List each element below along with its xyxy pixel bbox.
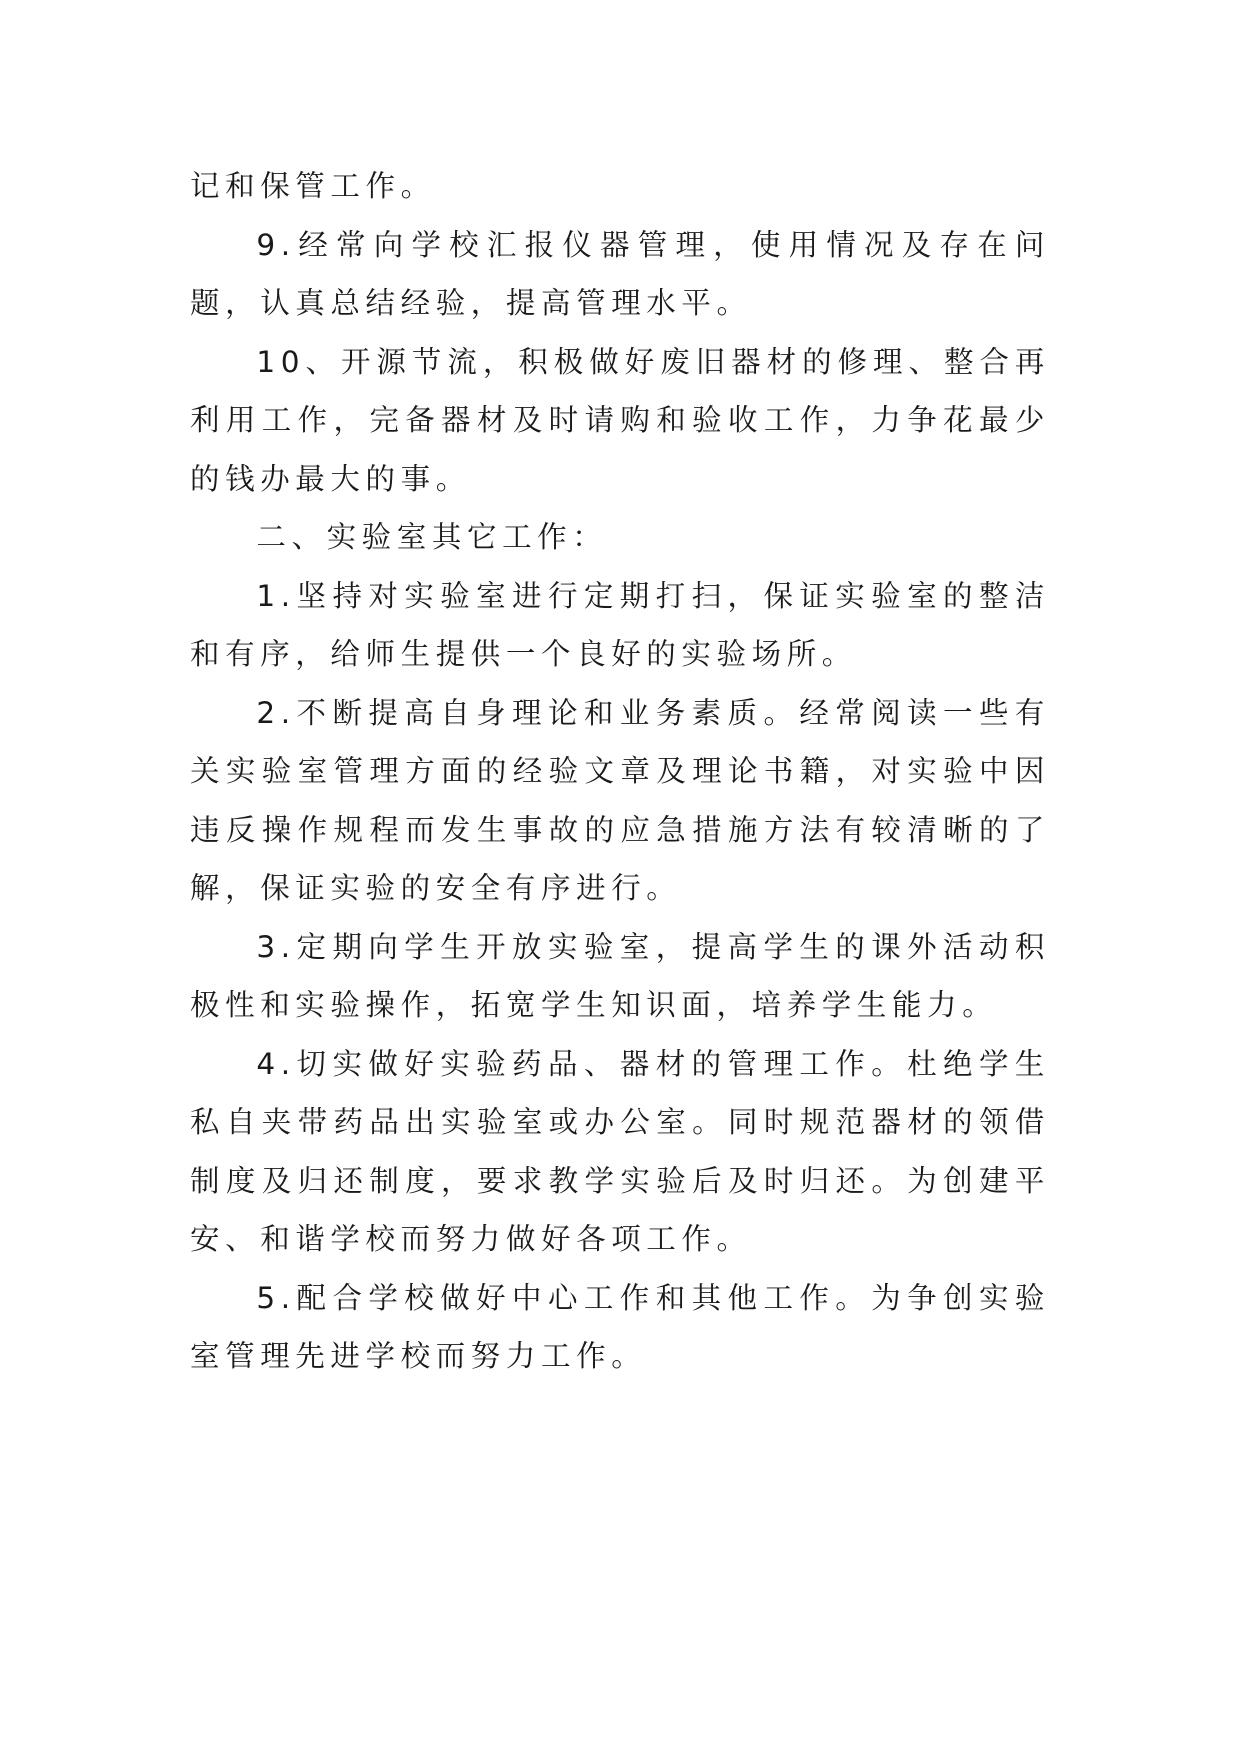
paragraph-item-1: 1.坚持对实验室进行定期打扫，保证实验室的整洁和有序，给师生提供一个良好的实验场所。 (190, 578, 1050, 671)
paragraph-item-10: 10、开源节流，积极做好废旧器材的修理、整合再利用工作，完备器材及时请购和验收工作，力争花最少的钱办最大的事。 (190, 344, 1050, 496)
paragraph-item-3: 3.定期向学生开放实验室，提高学生的课外活动积极性和实验操作，拓宽学生知识面，培养学生能力。 (190, 929, 1050, 1022)
paragraph-continuation: 记和保管工作。 (190, 169, 436, 203)
document-body (190, 157, 1050, 1386)
paragraph-item-4: 4.切实做好实验药品、器材的管理工作。杜绝学生私自夹带药品出实验室或办公室。同时规范器材的领借制度及归还制度，要求教学实验后及时归还。为创建平安、和谐学校而努力做好各项工作。 (190, 1046, 1050, 1256)
paragraph-item-2: 2.不断提高自身理论和业务素质。经常阅读一些有关实验室管理方面的经验文章及理论书籍，对实验中因违反操作规程而发生事故的应急措施方法有较清晰的了解，保证实验的安全有序进行。 (190, 695, 1050, 905)
section-heading-2: 二、实验室其它工作： (256, 520, 608, 554)
paragraph-item-5: 5.配合学校做好中心工作和其他工作。为争创实验室管理先进学校而努力工作。 (190, 1280, 1050, 1373)
paragraph-item-9: 9.经常向学校汇报仪器管理，使用情况及存在问题，认真总结经验，提高管理水平。 (190, 227, 1050, 320)
